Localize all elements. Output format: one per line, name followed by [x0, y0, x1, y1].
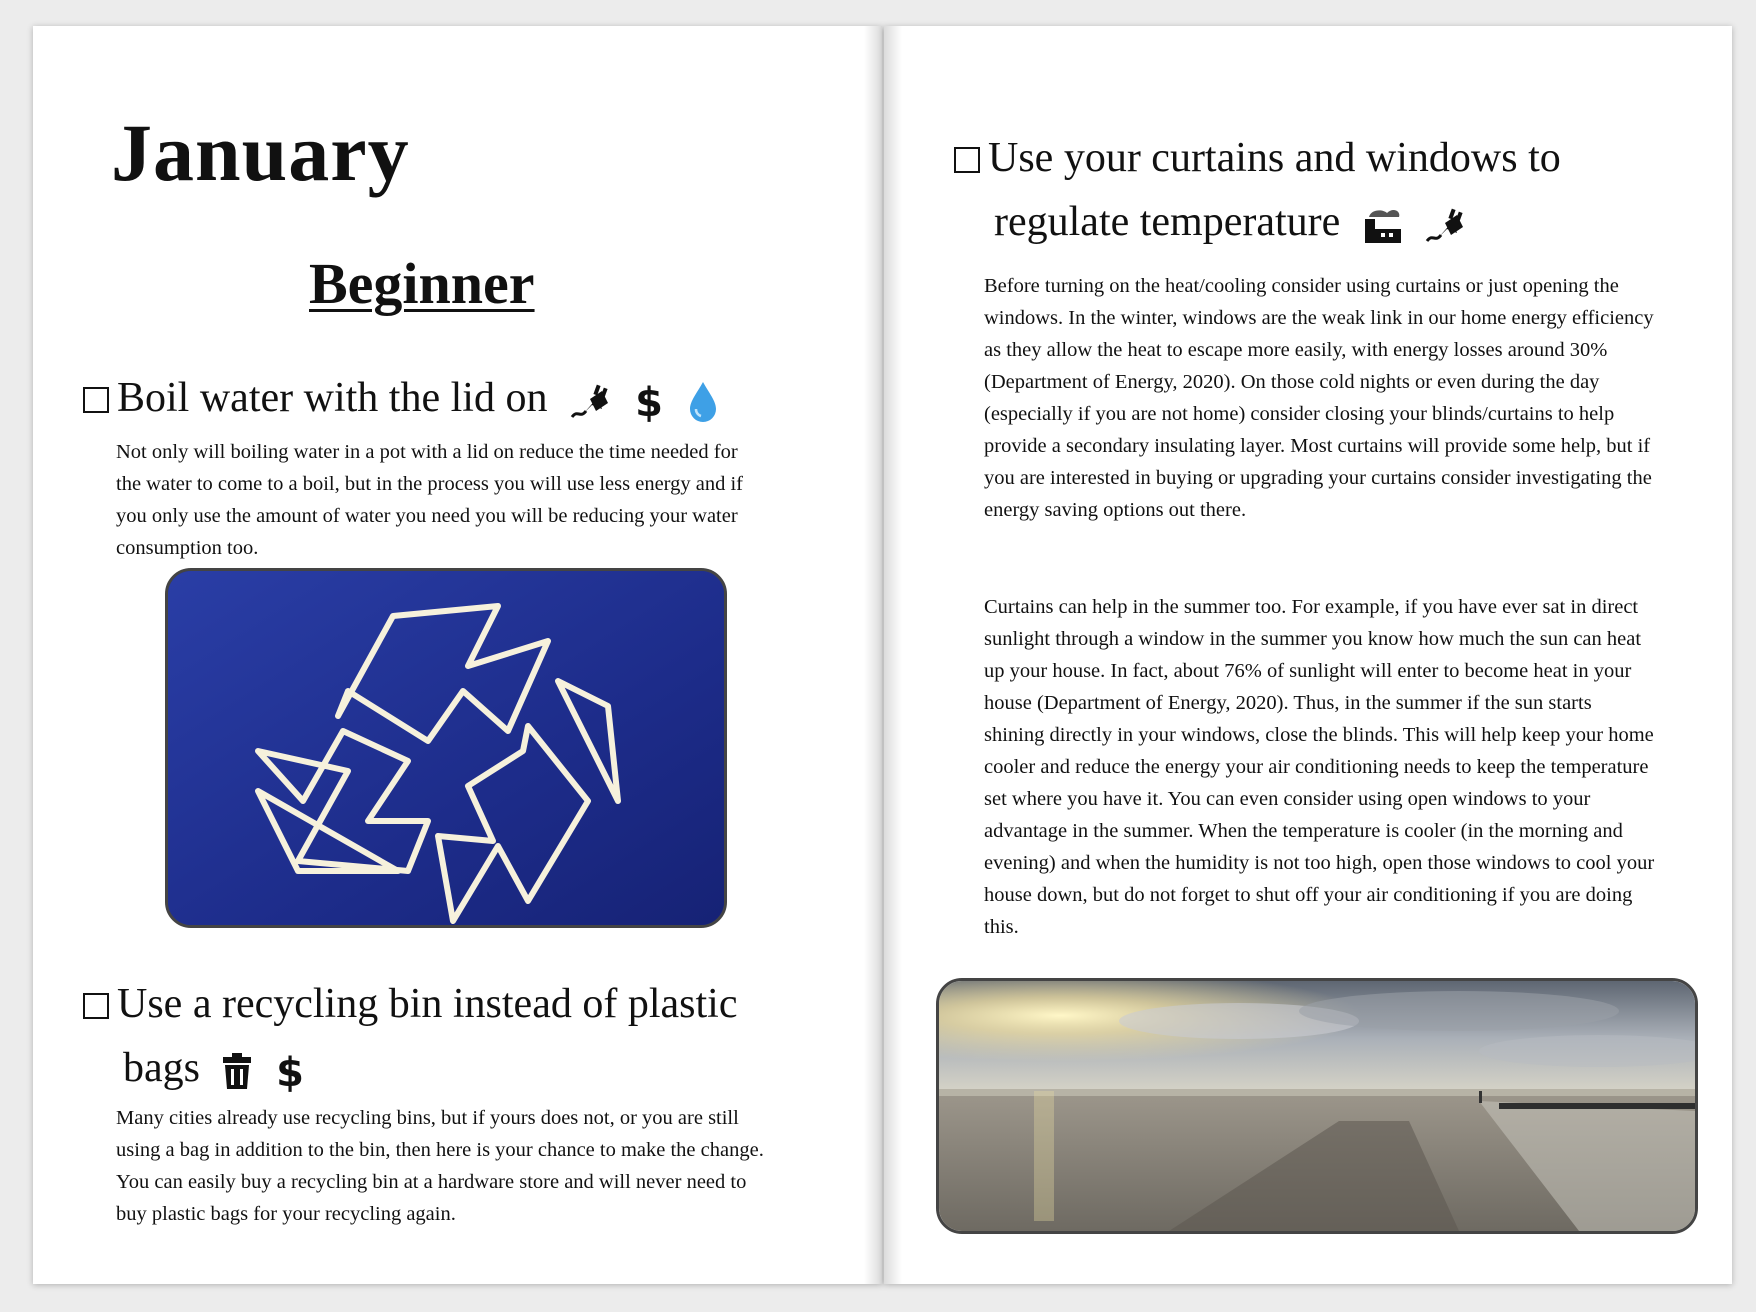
- tip-curtains-paragraph-2: Curtains can help in the summer too. For example, if you have ever sat in direct sunlight through a window in the summer you know how much the sun can heat up your house. In fact, about 76% of sunlight will enter to become heat in your house (Department of Energy, 2020). Thus, in the summer if the sun starts shining directly in your windows, close the blinds. This will help keep your home cooler and reduce the energy your air conditioning needs to keep the temperature set where you have it. You can even consider using open windows to your advantage in the summer. When the temperature is cooler (in the morning and evening) and when the humidity is not too high, open those windows to cool your house down, but do not forget to shut off your air conditioning if you are doing this.: [984, 596, 1655, 938]
- tip-recycling-line1: [83, 972, 843, 1036]
- tip-recycling-line2: [83, 1036, 843, 1100]
- tip-curtains-line1: [954, 126, 1714, 190]
- checkbox-recycling-bin[interactable]: [83, 993, 109, 1019]
- tip-boil-water-title: [83, 366, 719, 430]
- tip-curtains-title: [954, 126, 1714, 254]
- left-page: [33, 26, 882, 1284]
- tip-title-text: Use your curtains and windows to: [988, 135, 1561, 181]
- checkbox-boil-water[interactable]: [83, 387, 109, 413]
- tip-title-text: regulate temperature: [994, 199, 1341, 245]
- beach-landscape-image: [939, 981, 1695, 1231]
- dollar-icon: [632, 379, 666, 423]
- spine-shadow: [884, 26, 902, 1284]
- level-heading: Beginner: [309, 251, 535, 316]
- plug-icon: [1423, 203, 1467, 247]
- water-drop-icon: [687, 379, 719, 423]
- tip-boil-water-body: Not only will boiling water in a pot with a lid on reduce the time needed for the water to come to a boil, but in the process you will use less energy and if you only use the amount of water you need you will be reducing your water consumption too.: [116, 441, 744, 559]
- tip-curtains-paragraph-1: Before turning on the heat/cooling consider using curtains or just opening the windows. In the winter, windows are the weak link in our home energy efficiency as they allow the heat to escape more easily, with energy losses around 30% (Department of Energy, 2020). On those cold nights or even during the day (especially if you are not home) consider closing your blinds/curtains to help provide a secondary insulating layer. Most curtains will provide some help, but if you are interested in buying or upgrading your curtains consider investigating the energy saving options out there.: [984, 275, 1654, 521]
- spine-shadow: [864, 26, 882, 1284]
- tip-recycling-bin-body: Many cities already use recycling bins, but if yours does not, or you are still using a bag in addition to the bin, then here is your chance to make the change. You can easily buy a recycling bin at a hardware store and will never need to buy plastic bags for your recycling again.: [116, 1107, 764, 1225]
- plug-icon: [568, 379, 612, 423]
- recycling-symbol-icon: [168, 571, 724, 925]
- factory-icon: [1361, 205, 1403, 245]
- trash-can-icon: [221, 1051, 253, 1091]
- tip-curtains-line2: [954, 190, 1714, 254]
- dollar-icon: [273, 1049, 307, 1093]
- month-title: January: [111, 107, 410, 198]
- tip-recycling-bin-title: [83, 972, 843, 1100]
- svg-text:$: $: [276, 1050, 304, 1094]
- tip-title-text: bags: [123, 1045, 200, 1091]
- checkbox-curtains[interactable]: [954, 147, 980, 173]
- svg-text:$: $: [635, 380, 664, 424]
- tip-title-text: Use a recycling bin instead of plastic: [117, 981, 738, 1027]
- beach-sunrise-photo: [936, 978, 1698, 1234]
- right-page: [884, 26, 1732, 1284]
- tip-title-text: Boil water with the lid on: [117, 375, 548, 421]
- recycling-symbol-image: [165, 568, 727, 928]
